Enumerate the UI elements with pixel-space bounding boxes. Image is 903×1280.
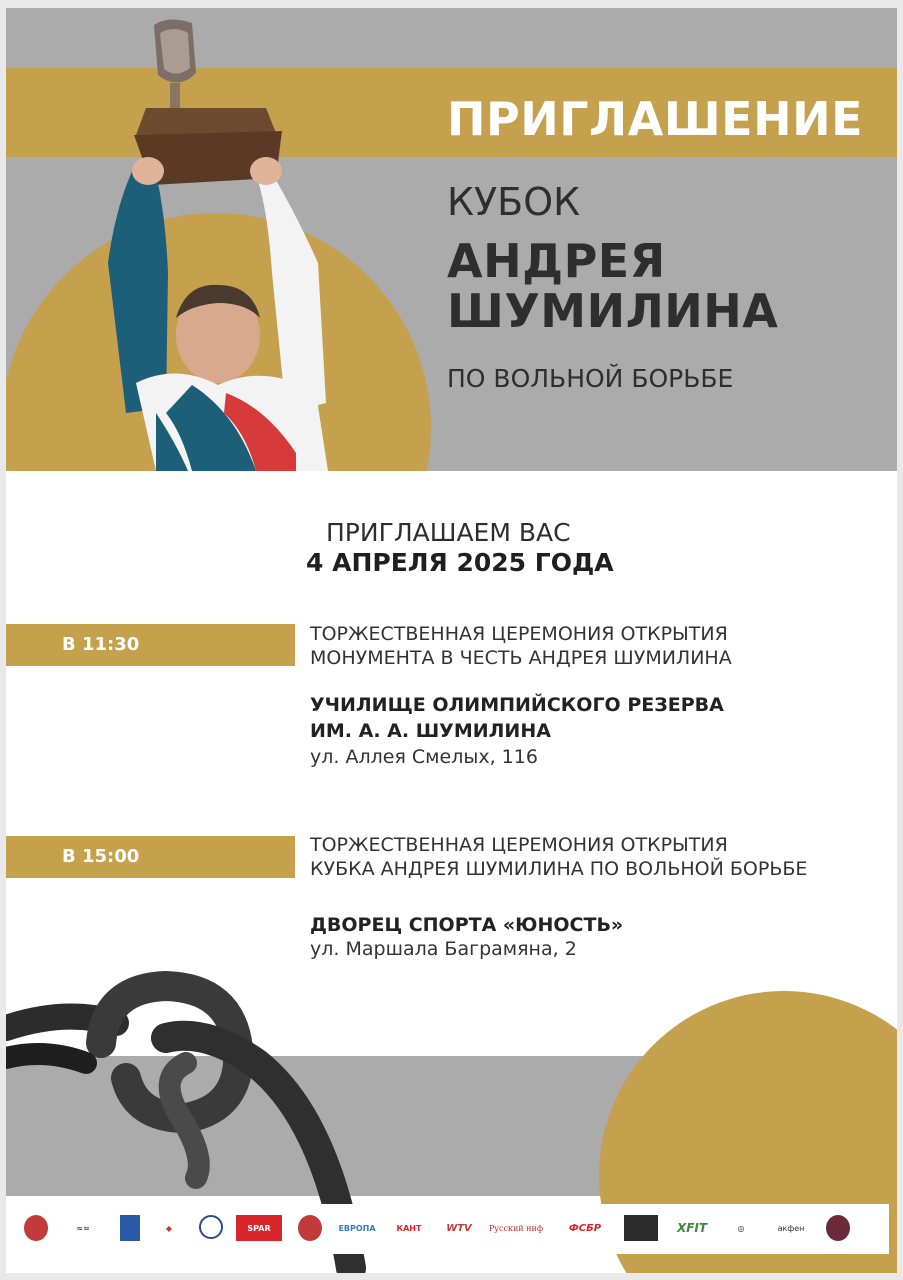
event-address: ул. Маршала Баграмяна, 2 — [310, 938, 577, 960]
athlete-last-name: ШУМИЛИНА — [447, 284, 779, 338]
event-venue: УЧИЛИЩЕ ОЛИМПИЙСКОГО РЕЗЕРВА — [310, 694, 724, 716]
event-venue: ДВОРЕЦ СПОРТА «ЮНОСТЬ» — [310, 914, 624, 936]
spar-logo: SPAR — [236, 1215, 282, 1241]
dss-logo: ◎ — [737, 1223, 745, 1233]
cup-label: КУБОК — [447, 180, 581, 224]
event-time-bar — [6, 836, 295, 878]
invitation-title: ПРИГЛАШЕНИЕ — [447, 92, 863, 146]
athlete-with-trophy-image — [96, 13, 336, 471]
russkiy-nif-logo: Русский ниф — [488, 1223, 544, 1233]
event-time: В 11:30 — [62, 634, 140, 655]
event-time-bar — [6, 624, 295, 666]
athlete-first-name: АНДРЕЯ — [447, 234, 666, 288]
event-time: В 15:00 — [62, 846, 140, 867]
event-description-line: КУБКА АНДРЕЯ ШУМИЛИНА ПО ВОЛЬНОЙ БОРЬБЕ — [310, 858, 808, 880]
event-date: 4 АПРЕЛЯ 2025 ГОДА — [306, 548, 614, 577]
sponsor-emblem-icon — [826, 1215, 850, 1241]
sponsor-badge-logo — [624, 1215, 658, 1241]
event-description-line: ТОРЖЕСТВЕННАЯ ЦЕРЕМОНИЯ ОТКРЫТИЯ — [310, 834, 728, 856]
discipline-label: ПО ВОЛЬНОЙ БОРЬБЕ — [447, 364, 734, 393]
event-address: ул. Аллея Смелых, 116 — [310, 746, 538, 768]
event-description-line: МОНУМЕНТА В ЧЕСТЬ АНДРЕЯ ШУМИЛИНА — [310, 647, 732, 669]
xfit-logo: XFIT — [676, 1221, 708, 1235]
sport-school-logo: ◆ — [165, 1223, 173, 1233]
invitation-line: ПРИГЛАШАЕМ ВАС — [326, 518, 571, 547]
fsbr-logo: ФСБР — [568, 1222, 602, 1234]
invitation-page — [6, 8, 897, 1273]
club-emblem-icon — [298, 1215, 322, 1241]
region-emblem-icon — [24, 1215, 48, 1241]
akfen-logo: акфен — [777, 1223, 805, 1233]
federation-emblem-icon — [199, 1215, 223, 1239]
evropa-logo: ЕВРОПА — [338, 1223, 376, 1233]
event-venue: ИМ. А. А. ШУМИЛИНА — [310, 720, 551, 742]
kant-logo: КАНТ — [396, 1223, 422, 1233]
event-description-line: ТОРЖЕСТВЕННАЯ ЦЕРЕМОНИЯ ОТКРЫТИЯ — [310, 623, 728, 645]
ministry-sport-logo: ≈≈ — [76, 1223, 90, 1233]
city-emblem-icon — [120, 1215, 140, 1241]
wtv-logo: WTV — [446, 1222, 472, 1234]
